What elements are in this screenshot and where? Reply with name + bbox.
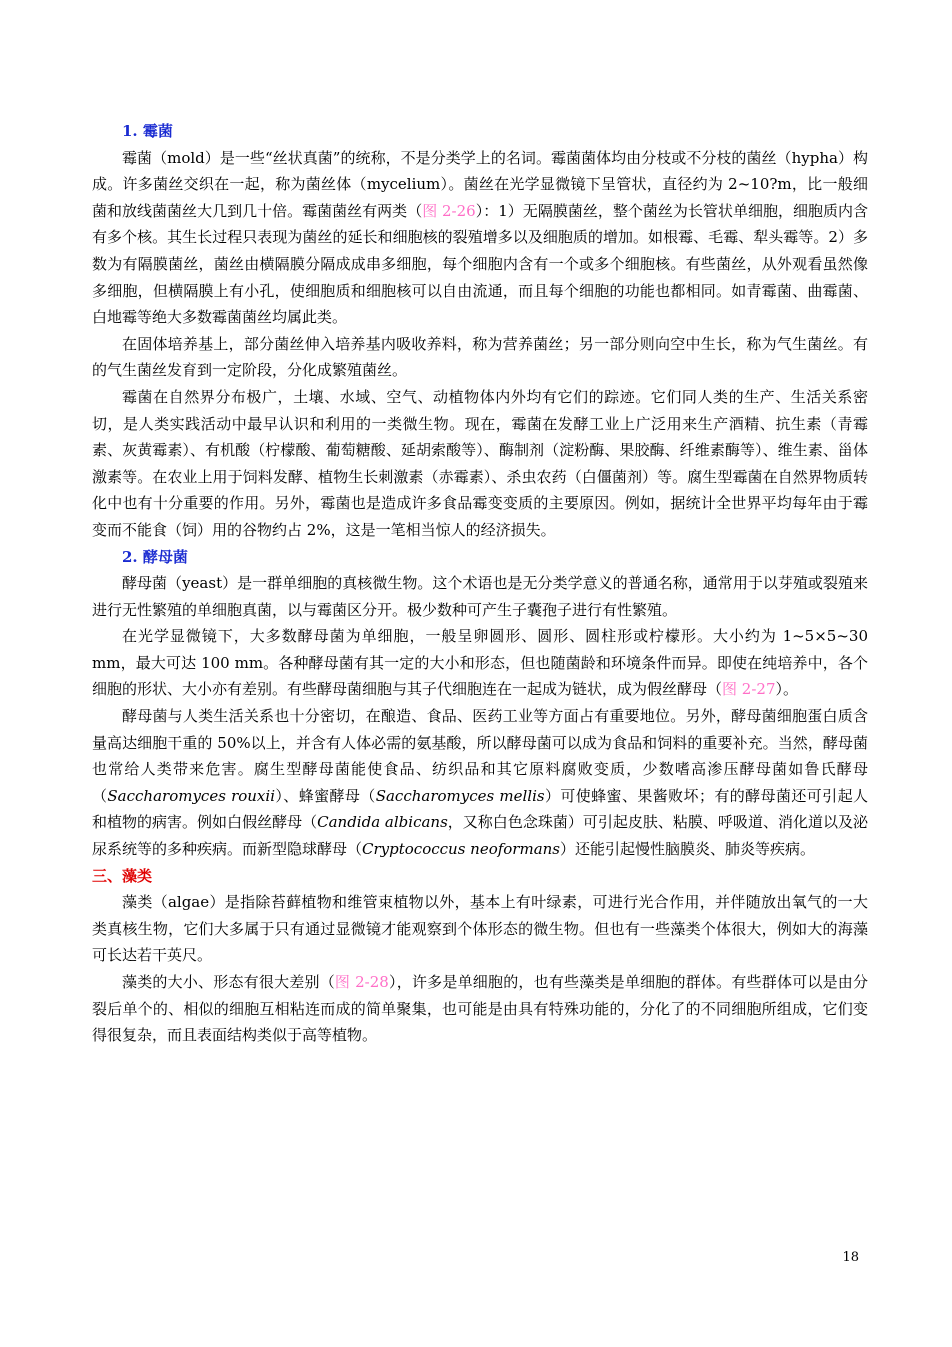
- text-run: 藻类（algae）是指除苔藓植物和维管束植物以外，基本上有叶绿素，可进行光合作用，并伴随放出氧气的一大类真核生物，它们大多属于只有通过显微镜才能观察到个体形态的微生物。但也有一些藻类个体很大，例如大的海藻可长达若干英尺。: [92, 893, 868, 965]
- paragraph: [92, 145, 868, 331]
- document-body: [92, 118, 868, 1049]
- section-heading-mold: 1. 霉菌: [122, 122, 173, 140]
- text-run: ），许多是单细胞的，也有些藻类是单细胞的群体。有些群体可以是由分裂后单个的、相似的细胞互相粘连而成的简单聚集，也可能是由具有特殊功能的，分化了的不同细胞所组成，它们变得很复杂，而且表面结构类似于高等植物。: [92, 973, 868, 1045]
- paragraph: [92, 889, 868, 969]
- text-run: 霉菌（mold）是一些“丝状真菌”的统称，不是分类学上的名词。霉菌菌体均由分枝或不分枝的菌丝（hypha）构成。许多菌丝交织在一起，称为菌丝体（mycelium）。菌丝在光学显微镜下呈管状，直径约为 2~10?m，比一般细菌和放线菌菌丝大几到几十倍。霉菌菌丝有两类（: [92, 148, 868, 220]
- text-run: 在光学显微镜下，大多数酵母菌为单细胞，一般呈卵圆形、圆形、圆柱形或柠檬形。大小约为 1~5×5~30 mm，最大可达 100 mm。各种酵母菌有其一定的大小和形态，但也随菌龄和环境条件而异。即使在纯培养中，各个细胞的形状、大小亦有差别。有些酵母菌细胞与其子代细胞连在一起成为链状，成为假丝酵母（: [92, 627, 868, 699]
- text-run: ）：1）无隔膜菌丝，整个菌丝为长管状单细胞，细胞质内含有多个核。其生长过程只表现为菌丝的延长和细胞核的裂殖增多以及细胞质的增加。如根霉、毛霉、犁头霉等。2）多数为有隔膜菌丝，菌丝由横隔膜分隔成成串多细胞，每个细胞内含有一个或多个细胞核。有些菌丝，从外观看虽然像多细胞，但横隔膜上有小孔，使细胞质和细胞核可以自由流通，而且每个细胞的功能也都相同。如青霉菌、曲霉菌、白地霉等绝大多数霉菌菌丝均属此类。: [92, 201, 869, 327]
- scientific-name: Cryptococcus neoformans: [362, 840, 561, 859]
- scientific-name: Saccharomyces rouxii: [107, 786, 275, 805]
- scientific-name: Saccharomyces mellis: [375, 786, 545, 805]
- paragraph: [92, 331, 868, 384]
- text-run: 霉菌在自然界分布极广，土壤、水域、空气、动植物体内外均有它们的踪迹。它们同人类的生产、生活关系密切，是人类实践活动中最早认识和利用的一类微生物。现在，霉菌在发酵工业上广泛用来生产酒精、抗生素（青霉素、灰黄霉素）、有机酸（柠檬酸、葡萄糖酸、延胡索酸等）、酶制剂（淀粉酶、果胶酶、纤维素酶等）、维生素、甾体激素等。在农业上用于饲料发酵、植物生长刺激素（赤霉素）、杀虫农药（白僵菌剂）等。腐生型霉菌在自然界物质转化中也有十分重要的作用。另外，霉菌也是造成许多食品霉变变质的主要原因。例如，据统计全世界平均每年由于霉变而不能食（饲）用的谷物约占 2%，这是一笔相当惊人的经济损失。: [92, 387, 868, 539]
- section-heading-algae: 三、藻类: [92, 866, 153, 885]
- scientific-name: Candida albicans: [317, 813, 448, 832]
- figure-reference-link[interactable]: 图 2-27: [722, 680, 776, 699]
- text-run: ）、蜂蜜酵母（: [275, 786, 376, 805]
- figure-reference-link[interactable]: 图 2-26: [422, 201, 476, 220]
- paragraph: [92, 623, 868, 703]
- section-heading-yeast: 2. 酵母菌: [122, 547, 188, 566]
- paragraph: [92, 384, 868, 544]
- text-run: 酵母菌（yeast）是一群单细胞的真核微生物。这个术语也是无分类学意义的普通名称，通常用于以芽殖或裂殖来进行无性繁殖的单细胞真菌，以与霉菌区分开。极少数种可产生子囊孢子进行有性繁殖。: [92, 574, 868, 619]
- text-run: 在固体培养基上，部分菌丝伸入培养基内吸收养料，称为营养菌丝；另一部分则向空中生长，称为气生菌丝。有的气生菌丝发育到一定阶段，分化成繁殖菌丝。: [92, 334, 868, 380]
- text-run: ）可使蜂蜜、果酱败坏；有的酵母菌还可引起人和植物的病害。例如白假丝酵母（: [92, 786, 868, 832]
- text-run: ，又称白色念珠菌）可引起皮肤、粘膜、呼吸道、消化道以及泌尿系统等的多种疾病。而新型隐球酵母（: [92, 813, 868, 859]
- paragraph: [92, 969, 868, 1049]
- paragraph: [92, 570, 868, 623]
- text-run: 酵母菌与人类生活关系也十分密切，在酿造、食品、医药工业等方面占有重要地位。另外，酵母菌细胞蛋白质含量高达细胞干重的 50%以上，并含有人体必需的氨基酸，所以酵母菌可以成为食品和饲料的重要补充。当然，酵母菌也常给人类带来危害。腐生型酵母菌能使食品、纺织品和其它原料腐败变质，少数嗜高渗压酵母菌如鲁氏酵母（: [92, 707, 868, 805]
- text-run: ）还能引起慢性脑膜炎、肺炎等疾病。: [560, 840, 816, 859]
- text-run: ）。: [775, 680, 798, 699]
- text-run: 藻类的大小、形态有很大差别（: [122, 973, 335, 991]
- paragraph: [92, 703, 868, 863]
- figure-reference-link[interactable]: 图 2-28: [334, 973, 389, 991]
- page-number: 18: [842, 1250, 859, 1265]
